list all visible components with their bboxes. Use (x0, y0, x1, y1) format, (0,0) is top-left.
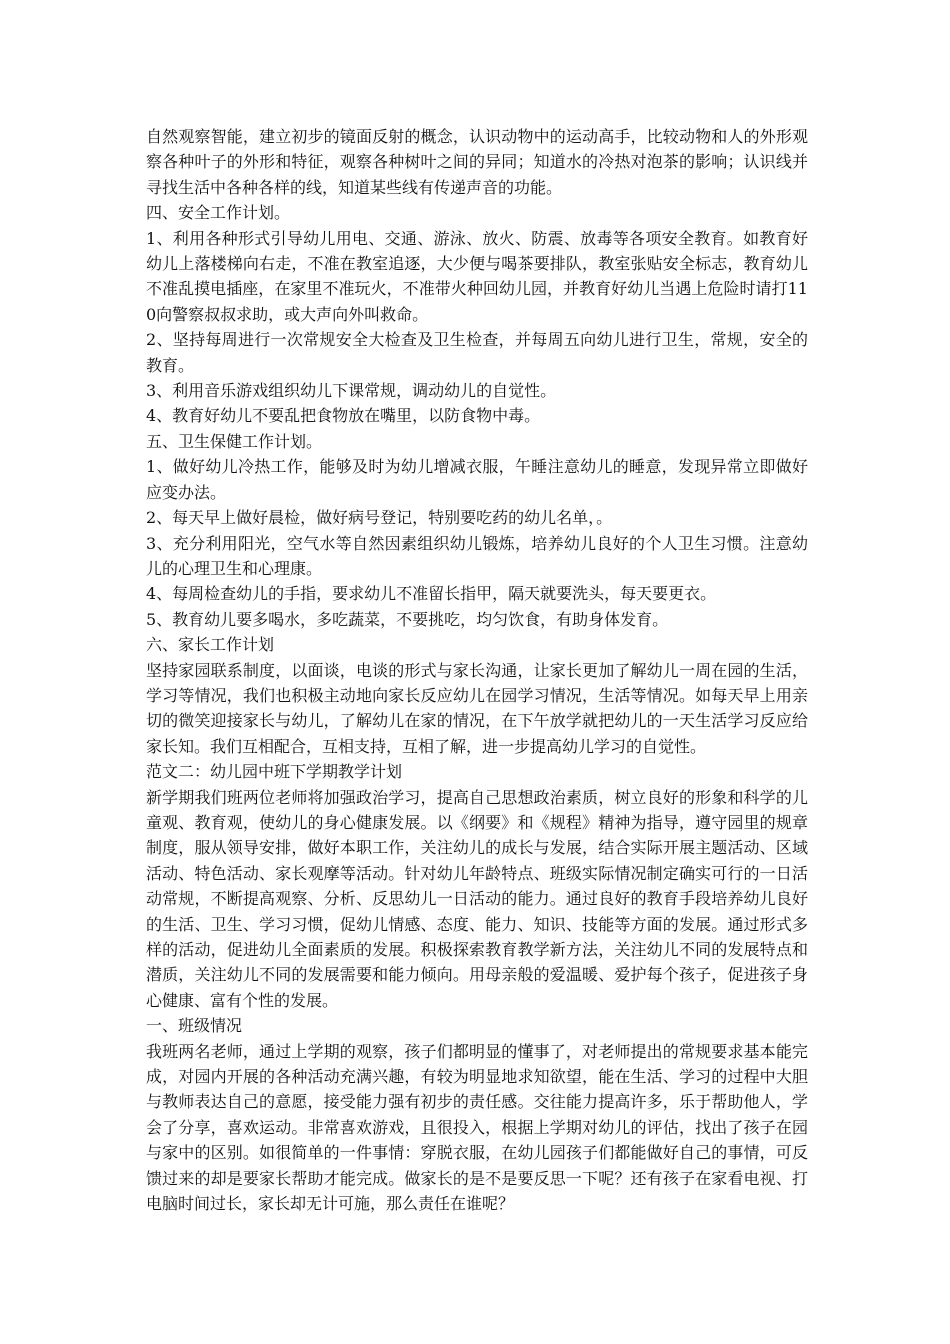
sample-two-intro: 新学期我们班两位老师将加强政治学习，提高自己思想政治素质，树立良好的形象和科学的儿童观、教育观，使幼儿的身心健康发展。以《纲要》和《规程》精神为指导，遵守园里的规章制度，服从领导安排，做好本职工作，关注幼儿的成长与发展，结合实际开展主题活动、区域活动、特色活动、家长观摩等活动。针对幼儿年龄特点、班级实际情况制定确实可行的一日活动常规，不断提高观察、分析、反思幼儿一日活动的能力。通过良好的教育手段培养幼儿良好的生活、卫生、学习习惯，促幼儿情感、态度、能力、知识、技能等方面的发展。通过形式多样的活动，促进幼儿全面素质的发展。积极探索教育教学新方法，关注幼儿不同的发展特点和潜质，关注幼儿不同的发展需要和能力倾向。用母亲般的爱温暖、爱护每个孩子，促进孩子身心健康、富有个性的发展。 (146, 787, 808, 1010)
class-situation-body: 我班两名老师，通过上学期的观察，孩子们都明显的懂事了，对老师提出的常规要求基本能完成，对园内开展的各种活动充满兴趣，有较为明显地求知欲望，能在生活、学习的过程中大胆与教师表达自己的意愿，接受能力强有初步的责任感。交往能力提高许多，乐于帮助他人，学会了分享，喜欢运动。非常喜欢游戏，且很投入，根据上学期对幼儿的评估，找出了孩子在园与家中的区别。如很简单的一件事情：穿脱衣服，在幼儿园孩子们都能做好自己的事情，可反馈过来的却是要家长帮助才能完成。做家长的是不是要反思一下呢？还有孩子在家看电视、打电脑时间过长，家长却无计可施，那么责任在谁呢？ (146, 1041, 808, 1214)
heading-class-situation: 一、班级情况 (146, 1016, 243, 1036)
heading-safety-plan: 四、安全工作计划。 (146, 203, 291, 223)
health-item-1: 1、做好幼儿冷热工作，能够及时为幼儿增减衣服，午睡注意幼儿的睡意，发现异常立即做好应变办法。 (146, 457, 808, 502)
safety-item-2: 2、坚持每周进行一次常规安全大检查及卫生检查，并每周五向幼儿进行卫生，常规，安全的教育。 (146, 330, 808, 375)
heading-parent-plan: 六、家长工作计划 (146, 635, 275, 655)
health-item-3: 3、充分利用阳光，空气水等自然因素组织幼儿锻炼，培养幼儿良好的个人卫生习惯。注意幼儿的心理卫生和心理康。 (146, 533, 808, 578)
health-item-5: 5、教育幼儿要多喝水，多吃蔬菜，不要挑吃，均匀饮食，有助身体发育。 (146, 609, 669, 629)
sample-two-title: 范文二：幼儿园中班下学期教学计划 (146, 762, 403, 782)
safety-item-4: 4、教育好幼儿不要乱把食物放在嘴里，以防食物中毒。 (146, 406, 541, 426)
safety-item-1: 1、利用各种形式引导幼儿用电、交通、游泳、放火、防震、放毒等各项安全教育。如教育好幼儿上落楼梯向右走，不准在教室追逐，大少便与喝茶要排队，教室张贴安全标志，教育幼儿不准乱摸电插座，在家里不准玩火，不准带火种回幼儿园，并教育好幼儿当遇上危险时请打110向警察叔叔求助，或大声向外叫救命。 (146, 228, 808, 324)
health-item-2: 2、每天早上做好晨检，做好病号登记，特别要吃药的幼儿名单，。 (146, 508, 613, 528)
safety-item-3: 3、利用音乐游戏组织幼儿下课常规，调动幼儿的自觉性。 (146, 381, 557, 401)
heading-health-plan: 五、卫生保健工作计划。 (146, 431, 323, 451)
parent-plan-body: 坚持家园联系制度，以面谈，电谈的形式与家长沟通，让家长更加了解幼儿一周在园的生活，学习等情况，我们也积极主动地向家长反应幼儿在园学习情况，生活等情况。如每天早上用亲切的微笑迎接家长与幼儿，了解幼儿在家的情况，在下午放学就把幼儿的一天生活学习反应给家长知。我们互相配合，互相支持，互相了解，进一步提高幼儿学习的自觉性。 (146, 660, 808, 756)
document-body (146, 124, 808, 1216)
paragraph-nature-observation: 自然观察智能，建立初步的镜面反射的概念，认识动物中的运动高手，比较动物和人的外形观察各种叶子的外形和特征，观察各种树叶之间的异同；知道水的冷热对泡茶的影响；认识线并寻找生活中各种各样的线，知道某些线有传递声音的功能。 (146, 127, 808, 197)
health-item-4: 4、每周检查幼儿的手指，要求幼儿不准留长指甲，隔天就要洗头，每天要更衣。 (146, 584, 717, 604)
